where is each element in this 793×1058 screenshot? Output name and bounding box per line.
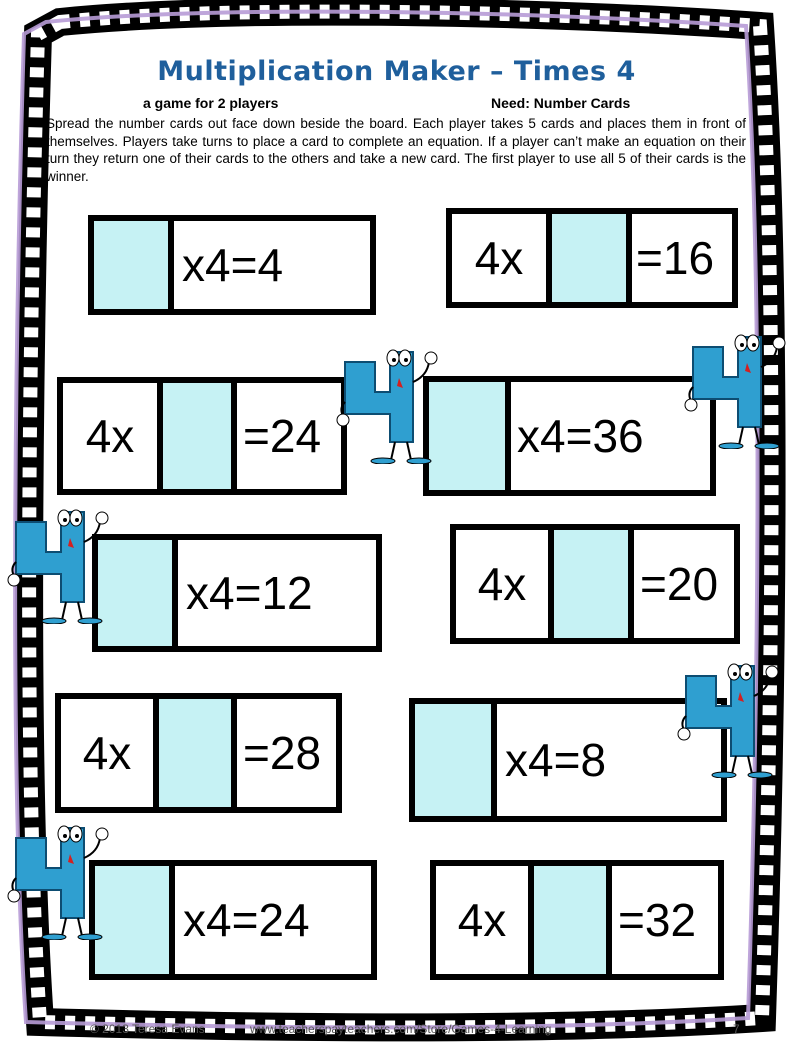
equation-card [446,208,738,308]
equation-card [89,860,377,980]
answer-blank[interactable] [163,383,237,489]
equation-card [88,215,376,315]
page-title: Multiplication Maker – Times 4 [157,56,636,87]
equation-text: x4=4 [182,239,284,291]
equation-left: 4x [436,866,534,974]
equation-right: =24 [243,410,322,462]
need-label: Need: Number Cards [491,95,631,111]
equation-right: =28 [243,727,322,779]
equation-text: x4=8 [505,734,607,786]
equation-left: 4x [452,214,552,302]
equation-card [55,693,342,813]
number-four-character-icon [6,818,116,940]
number-four-character-icon [676,656,786,778]
players-label: a game for 2 players [143,95,279,111]
equation-text: x4=12 [186,567,313,619]
answer-blank[interactable] [554,530,634,638]
equation-left: 4x [63,383,163,489]
equation-card [57,377,347,495]
number-four-character-icon [6,502,116,624]
equation-right: =16 [636,232,715,284]
equation-card [423,376,716,496]
answer-blank[interactable] [534,866,612,974]
copyright-text: © 2013 Teresa Evans [90,1022,205,1036]
instructions-text: Spread the number cards out face down beside the board. Each player takes 5 cards and places them in front of themselves. Players take turns to place a card to complete an equation. If a player can’t make an equation on their turn they return one of their cards to the others and take a new card. The first player to use all 5 of their cards is the winner. [46,116,746,184]
equation-card [92,534,382,652]
number-four-character-icon [683,327,793,449]
page-number: 7 [733,1022,740,1036]
equation-left: 4x [456,530,554,638]
equation-card [450,524,740,644]
answer-blank[interactable] [94,221,174,309]
store-url: www.teacherspayteachers.com/Store/Games-4-Learning [250,1022,552,1036]
equation-card [430,860,724,980]
equation-right: =32 [618,894,697,946]
answer-blank[interactable] [159,699,237,807]
equation-text: x4=24 [183,894,310,946]
answer-blank[interactable] [415,704,497,816]
equation-left: 4x [61,699,159,807]
equation-right: =20 [640,558,719,610]
equation-text: x4=36 [517,410,644,462]
number-four-character-icon [335,342,445,464]
answer-blank[interactable] [552,214,632,302]
